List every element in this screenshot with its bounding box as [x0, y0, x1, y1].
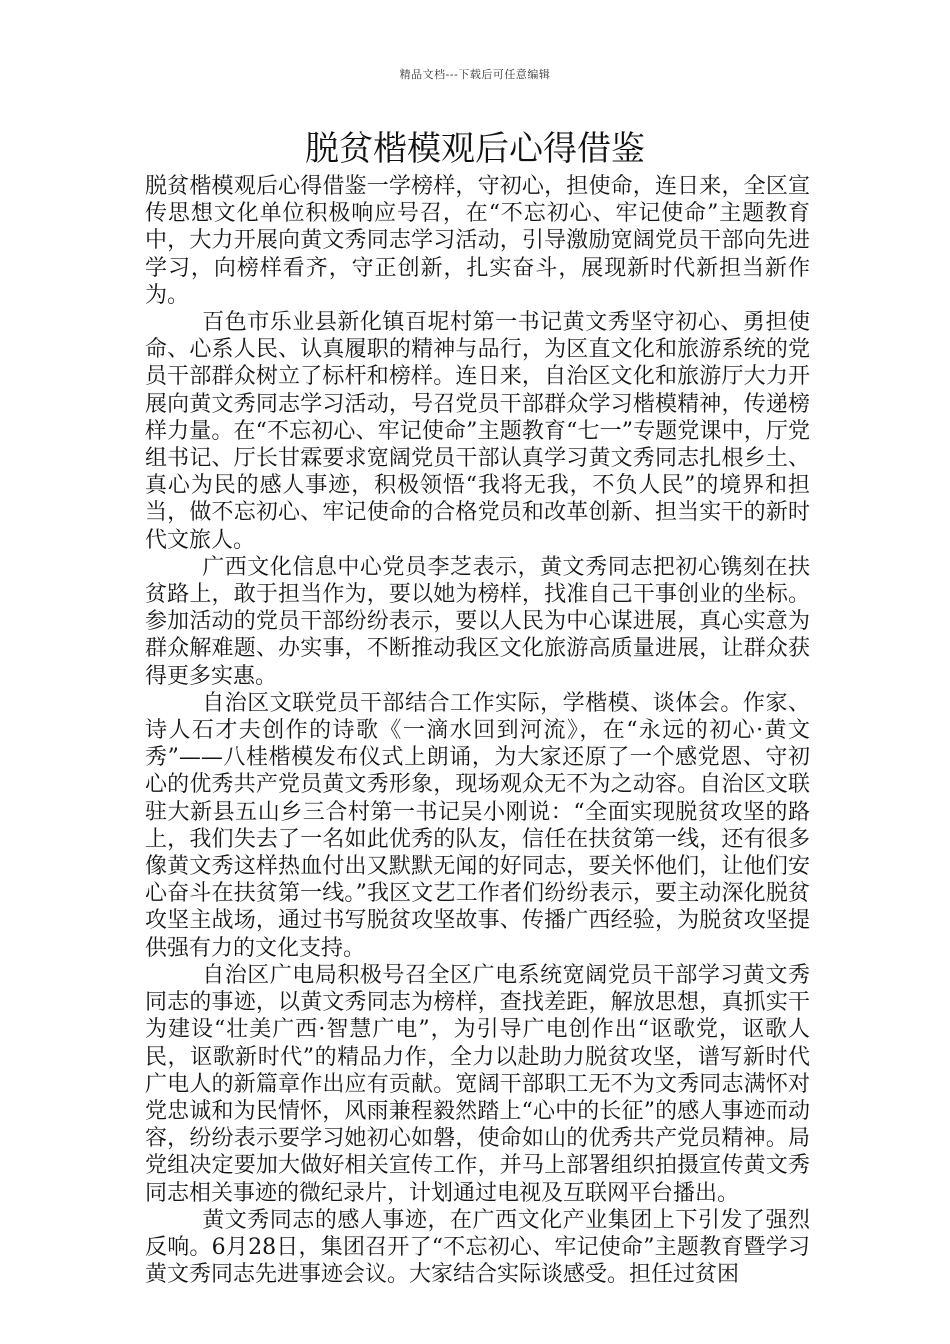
document-title: 脱贫楷模观后心得借鉴 [305, 129, 645, 169]
paragraph: 黄文秀同志的感人事迹，在广西文化产业集团上下引发了强烈反响。6月28日，集团召开了“不忘初心、牢记使命”主题教育暨学习黄文秀同志先进事迹会议。大家结合实际谈感受。担任过贫困 [145, 1207, 810, 1288]
document-body [145, 173, 810, 1288]
paragraph: 自治区广电局积极号召全区广电系统宽阔党员干部学习黄文秀同志的事迹，以黄文秀同志为榜样，查找差距，解放思想，真抓实干为建设“壮美广西·智慧广电”，为引导广电创作出“讴歌党，讴歌人民，讴歌新时代”的精品力作，全力以赴助力脱贫攻坚，谱写新时代广电人的新篇章作出应有贡献。宽阔干部职工无不为文秀同志满怀对党忠诚和为民情怀，风雨兼程毅然踏上“心中的长征”的感人事迹而动容，纷纷表示要学习她初心如磐，使命如山的优秀共产党员精神。局党组决定要加大做好相关宣传工作，并马上部署组织拍摄宣传黄文秀同志相关事迹的微纪录片，计划通过电视及互联网平台播出。 [145, 962, 810, 1206]
paragraph: 自治区文联党员干部结合工作实际，学楷模、谈体会。作家、诗人石才夫创作的诗歌《一滴水回到河流》，在“永远的初心·黄文秀”——八桂楷模发布仪式上朗诵，为大家还原了一个感党恩、守初心的优秀共产党员黄文秀形象，现场观众无不为之动容。自治区文联驻大新县五山乡三合村第一书记吴小刚说：“全面实现脱贫攻坚的路上，我们失去了一名如此优秀的队友，信任在扶贫第一线，还有很多像黄文秀这样热血付出又默默无闻的好同志，要关怀他们，让他们安心奋斗在扶贫第一线。”我区文艺工作者们纷纷表示，要主动深化脱贫攻坚主战场，通过书写脱贫攻坚故事、传播广西经验，为脱贫攻坚提供强有力的文化支持。 [145, 690, 810, 961]
paragraph: 广西文化信息中心党员李芝表示，黄文秀同志把初心镌刻在扶贫路上，敢于担当作为，要以她为榜样，找准自己干事创业的坐标。参加活动的党员干部纷纷表示，要以人民为中心谋进展，真心实意为群众解难题、办实事，不断推动我区文化旅游高质量进展，让群众获得更多实惠。 [145, 554, 810, 689]
header-note: 精品文档---下载后可任意编辑 [399, 68, 551, 81]
paragraph: 百色市乐业县新化镇百坭村第一书记黄文秀坚守初心、勇担使命、心系人民、认真履职的精神与品行，为区直文化和旅游系统的党员干部群众树立了标杆和榜样。连日来，自治区文化和旅游厅大力开展向黄文秀同志学习活动，号召党员干部群众学习楷模精神，传递榜样力量。在“不忘初心、牢记使命”主题教育“七一”专题党课中，厅党组书记、厅长甘霖要求宽阔党员干部认真学习黄文秀同志扎根乡土、真心为民的感人事迹，积极领悟“我将无我，不负人民”的境界和担当，做不忘初心、牢记使命的合格党员和改革创新、担当实干的新时代文旅人。 [145, 310, 810, 553]
paragraph-intro: 脱贫楷模观后心得借鉴一学榜样，守初心，担使命，连日来，全区宣传思想文化单位积极响应号召，在“不忘初心、牢记使命”主题教育中，大力开展向黄文秀同志学习活动，引导激励宽阔党员干部向先进学习，向榜样看齐，守正创新，扎实奋斗，展现新时代新担当新作为。 [145, 174, 810, 308]
